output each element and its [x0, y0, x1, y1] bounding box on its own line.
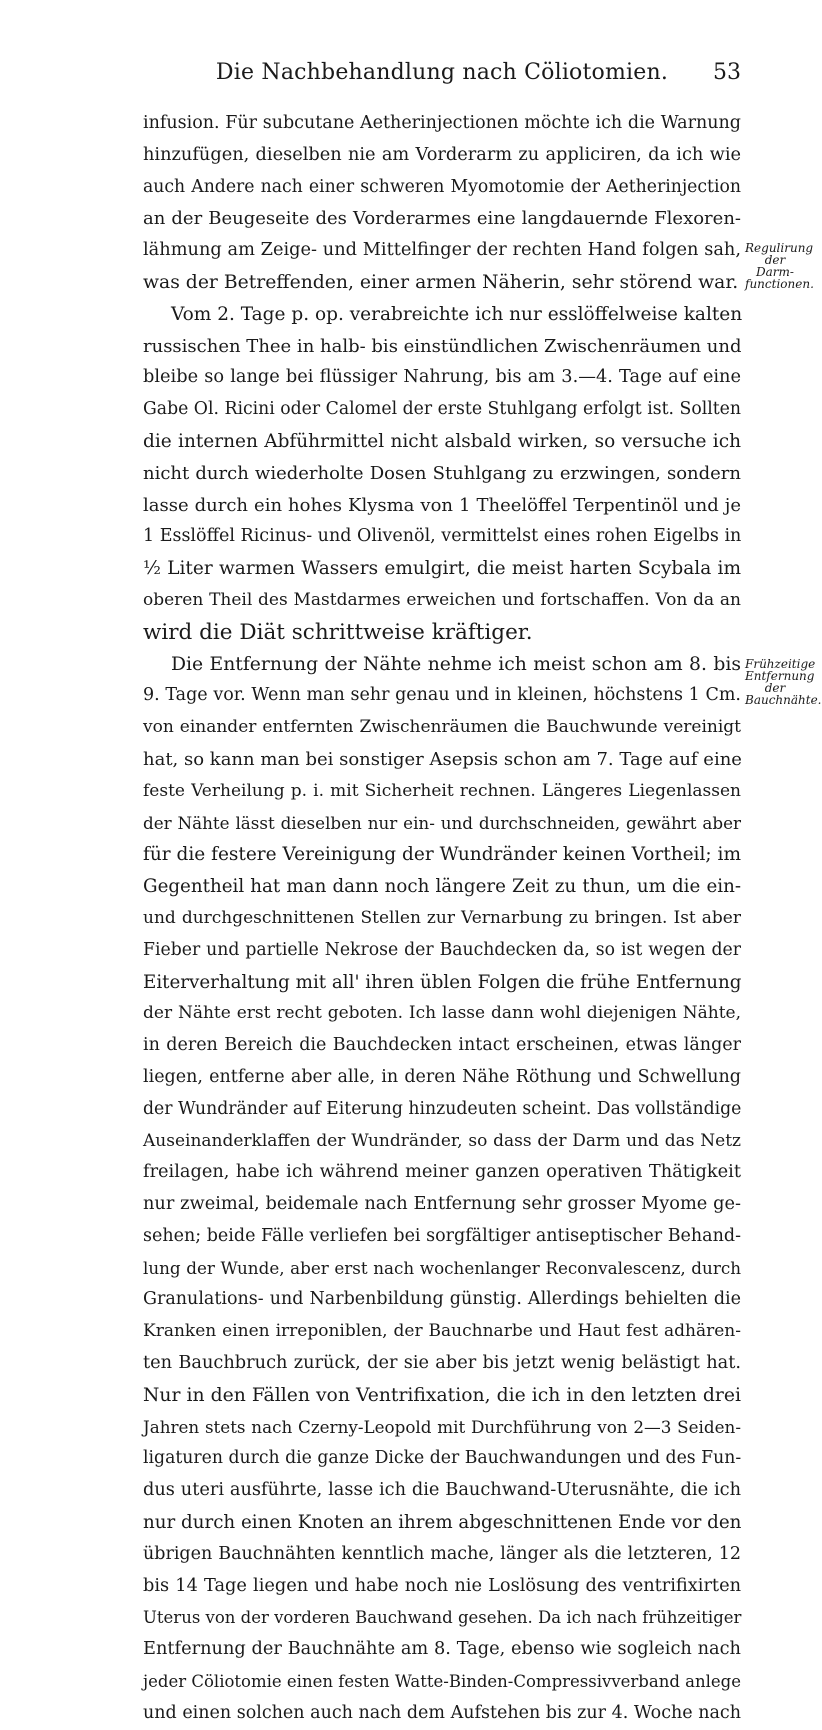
text-line: liegen, entferne aber alle, in deren Nähe Röthung und Schwellung [143, 1066, 741, 1087]
text-line: 9. Tage vor. Wenn man sehr genau und in kleinen, höchstens 1 Cm. [143, 685, 741, 706]
text-line: 1 Esslöffel Ricinus- und Olivenöl, vermittelst eines rohen Eigelbs in [143, 526, 742, 547]
margin-note-line: Regulirung [745, 241, 814, 255]
text-line: Granulations- und Narbenbildung günstig. Allerdings behielten die [143, 1289, 741, 1310]
text-line: für die festere Vereinigung der Wundränder keinen Vortheil; im [143, 844, 741, 866]
margin-note-line: Entfernung [745, 669, 815, 683]
text-line: bis 14 Tage liegen und habe noch nie Loslösung des ventrifixirten [143, 1575, 741, 1596]
running-title: Die Nachbehandlung nach Cöliotomien. [215, 60, 669, 85]
margin-note-line: der [764, 681, 786, 695]
text-line: Vom 2. Tage p. op. verabreichte ich nur esslöffelweise kalten [171, 303, 743, 325]
text-line: Uterus von der vorderen Bauchwand gesehen. Da ich nach frühzeitiger [143, 1608, 742, 1628]
text-line: Fieber und partielle Nekrose der Bauchdecken da, so ist wegen der [143, 939, 741, 960]
text-line: sehen; beide Fälle verliefen bei sorgfältiger antiseptischer Behand- [143, 1225, 741, 1246]
text-line: jeder Cöliotomie einen festen Watte-Binden-Compressivverband anlege [143, 1672, 741, 1692]
text-line: lähmung am Zeige- und Mittelfinger der rechten Hand folgen sah, [143, 240, 741, 261]
margin-note-regulirung [745, 241, 814, 291]
text-line: ½ Liter warmen Wassers emulgirt, die meist harten Scybala im [143, 558, 741, 580]
text-line: Kranken einen irreponiblen, der Bauchnarbe und Haut fest adhären- [143, 1321, 741, 1342]
margin-note-line: der Darm- [756, 253, 794, 279]
page-header [143, 60, 741, 90]
text-line: hinzufügen, dieselben nie am Vorderarm zu appliciren, da ich wie [143, 144, 741, 165]
text-line: und durchgeschnittenen Stellen zur Vernarbung zu bringen. Ist aber [143, 907, 741, 928]
text-line: hat, so kann man bei sonstiger Asepsis schon am 7. Tage auf eine [143, 748, 742, 770]
page-number: 53 [713, 60, 741, 85]
margin-note-line: Frühzeitige [745, 657, 816, 671]
text-line: der Wundränder auf Eiterung hinzudeuten scheint. Das vollständige [143, 1098, 742, 1119]
text-line: lung der Wunde, aber erst nach wochenlanger Reconvalescenz, durch [143, 1257, 741, 1278]
text-line: Jahren stets nach Czerny-Leopold mit Durchführung von 2—3 Seiden- [143, 1416, 741, 1437]
text-line: was der Betreffenden, einer armen Näherin, sehr störend war. [143, 271, 739, 293]
text-line: wird die Diät schrittweise kräftiger. [143, 619, 533, 645]
text-line: übrigen Bauchnähten kenntlich mache, länger als die letzteren, 12 [143, 1543, 741, 1564]
text-line: dus uteri ausführte, lasse ich die Bauchwand-Uterusnähte, die ich [143, 1480, 741, 1501]
text-line: nicht durch wiederholte Dosen Stuhlgang zu erzwingen, sondern [143, 462, 741, 484]
body-text [143, 108, 741, 1730]
margin-note-line: Bauchnähte. [745, 693, 822, 707]
text-line: die internen Abführmittel nicht alsbald wirken, so versuche ich [143, 430, 741, 452]
text-line: feste Verheilung p. i. mit Sicherheit rechnen. Längeres Liegenlassen [143, 780, 741, 801]
text-line: oberen Theil des Mastdarmes erweichen und fortschaffen. Von da an [143, 589, 741, 610]
text-line: von einander entfernten Zwischenräumen die Bauchwunde vereinigt [143, 717, 741, 738]
text-line: ten Bauchbruch zurück, der sie aber bis jetzt wenig belästigt hat. [143, 1353, 741, 1374]
text-line: infusion. Für subcutane Aetherinjectionen möchte ich die Warnung [143, 113, 741, 133]
text-line: Nur in den Fällen von Ventrifixation, die ich in den letzten drei [143, 1384, 741, 1406]
text-line: ligaturen durch die ganze Dicke der Bauchwandungen und des Fun- [143, 1448, 742, 1469]
text-line: Die Entfernung der Nähte nehme ich meist schon am 8. bis [171, 653, 741, 675]
text-line: Eiterverhaltung mit all' ihren üblen Folgen die frühe Entfernung [143, 971, 742, 993]
text-line: nur durch einen Knoten an ihrem abgeschnittenen Ende vor den [143, 1512, 742, 1534]
text-line: bleibe so lange bei flüssiger Nahrung, bis am 3.—4. Tage auf eine [143, 367, 741, 388]
text-line: und einen solchen auch nach dem Aufstehen bis zur 4. Woche nach [143, 1702, 741, 1723]
text-line: Gegentheil hat man dann noch längere Zeit zu thun, um die ein- [143, 876, 741, 898]
text-line: in deren Bereich die Bauchdecken intact erscheinen, etwas länger [143, 1035, 741, 1056]
margin-note-line: functionen. [745, 277, 814, 291]
text-line: an der Beugeseite des Vorderarmes eine langdauernde Flexoren- [143, 208, 741, 230]
text-line: der Nähte erst recht geboten. Ich lasse dann wohl diejenigen Nähte, [143, 1003, 741, 1024]
text-line: russischen Thee in halb- bis einstündlichen Zwischenräumen und [143, 335, 742, 357]
text-line: der Nähte lässt dieselben nur ein- und durchschneiden, gewährt aber [143, 812, 741, 833]
text-line: Auseinanderklaffen der Wundränder, so dass der Darm und das Netz [143, 1130, 741, 1151]
text-line: nur zweimal, beidemale nach Entfernung sehr grosser Myome ge- [143, 1194, 741, 1215]
text-line: auch Andere nach einer schweren Myomotomie der Aetherinjection [143, 176, 741, 197]
text-line: Entfernung der Bauchnähte am 8. Tage, ebenso wie sogleich nach [143, 1639, 741, 1660]
text-line: Gabe Ol. Ricini oder Calomel der erste Stuhlgang erfolgt ist. Sollten [143, 399, 741, 420]
text-line: freilagen, habe ich während meiner ganzen operativen Thätigkeit [143, 1162, 741, 1183]
margin-note-entfernung [745, 657, 822, 707]
text-line: lasse durch ein hohes Klysma von 1 Theelöffel Terpentinöl und je [143, 494, 741, 516]
